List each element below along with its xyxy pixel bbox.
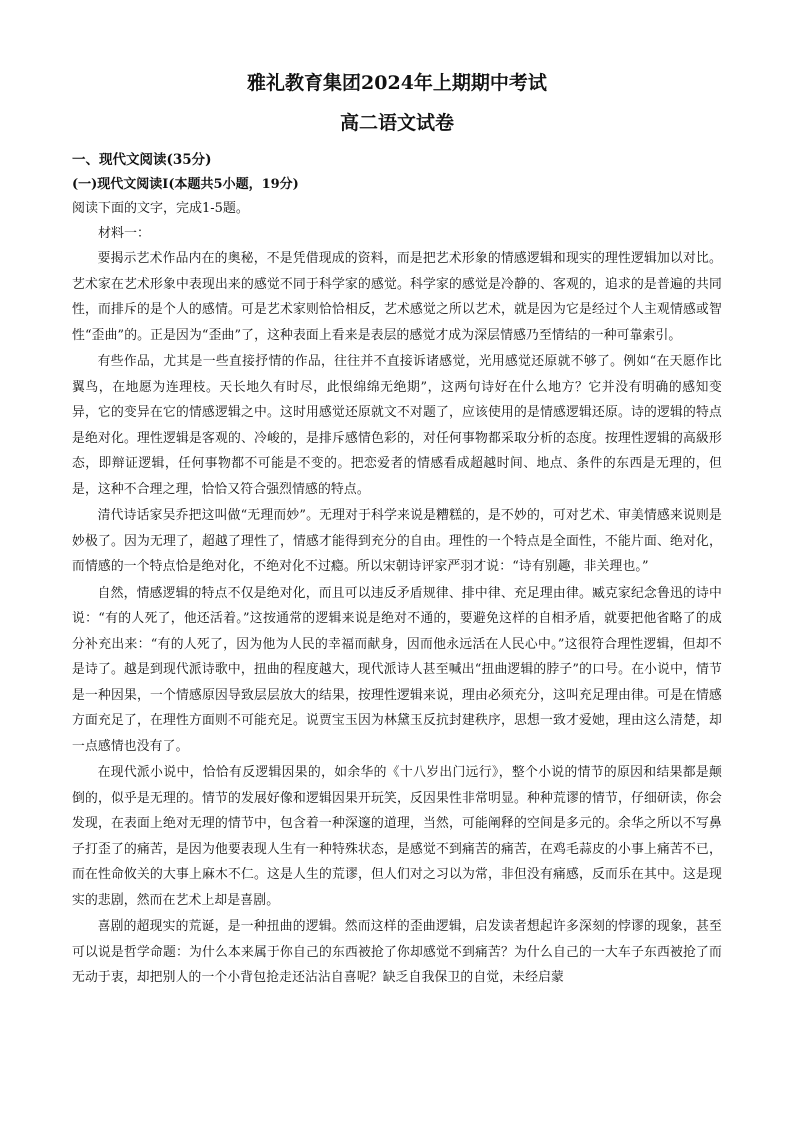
exam-title: 雅礼教育集团2024年上期期中考试 (247, 72, 547, 94)
section-heading: 一、现代文阅读(35分) (72, 152, 212, 168)
paragraph-4: 自然，情感逻辑的特点不仅是绝对化，而且可以违反矛盾规律、排中律、充足理由律。臧克家纪念鲁迅的诗中说：“有的人死了，他还活着。”这按通常的逻辑来说是绝对不通的，要避免这样的自相矛盾，就要把他省略了的成分补充出来：“有的人死了，因为他为人民的幸福而献身，因而他永远活在人民心中。”这很符合理性逻辑，但却不是诗了。越是到现代派诗歌中，扭曲的程度越大，现代派诗人甚至喊出“扭曲逻辑的脖子”的口号。在小说中，情节是一种因果，一个情感原因导致层层放大的结果，按理性逻辑来说，理由必须充分，这叫充足理由律。可是在情感方面充足了，在理性方面则不可能充足。说贾宝玉因为林黛玉反抗封建秩序，思想一致才爱她，理由这么清楚，却一点感情也没有了。 (72, 585, 722, 754)
paragraph-5: 在现代派小说中，恰恰有反逻辑因果的，如余华的《十八岁出门远行》，整个小说的情节的原因和结果都是颠倒的，似乎是无理的。情节的发展好像和逻辑因果开玩笑，反因果性非常明显。种种荒谬的情节，仔细研读，你会发现，在表面上绝对无理的情节中，包含着一种深邃的道理，当然，可能阐释的空间是多元的。余华之所以不写鼻子打歪了的痛苦，是因为他要表现人生有一种特殊状态，是感觉不到痛苦的痛苦，在鸡毛蒜皮的小事上痛苦不已，而在性命攸关的大事上麻木不仁。这是人生的荒谬，但人们对之习以为常，非但没有痛感，反而乐在其中。这是现实的悲剧，然而在艺术上却是喜剧。 (72, 765, 722, 908)
paragraph-1: 要揭示艺术作品内在的奥秘，不是凭借现成的资料，而是把艺术形象的情感逻辑和现实的理性逻辑加以对比。艺术家在艺术形象中表现出来的感觉不同于科学家的感觉。科学家的感觉是冷静的、客观的，追求的是普遍的共同性，而排斥的是个人的感情。可是艺术家则恰恰相反，艺术感觉之所以艺术，就是因为它是经过个人主观情感或智性“歪曲”的。正是因为“歪曲”了，这种表面上看来是表层的感觉才成为深层情感乃至情结的一种可靠索引。 (72, 251, 722, 343)
material-label: 材料一： (98, 226, 151, 241)
paragraph-2: 有些作品，尤其是一些直接抒情的作品，往往并不直接诉诸感觉，光用感觉还原就不够了。例如“在天愿作比翼鸟，在地愿为连理枝。天长地久有时尽，此恨绵绵无绝期”，这两句诗好在什么地方？它并没有明确的感知变异，它的变异在它的情感逻辑之中。这时用感觉还原就文不对题了，应该使用的是情感逻辑还原。诗的逻辑的特点是绝对化。理性逻辑是客观的、冷峻的，是排斥感情色彩的，对任何事物都采取分析的态度。按理性逻辑的高級形态，即辩证逻辑，任何事物都不可能是不变的。把恋爱者的情感看成超越时间、地点、条件的东西是无理的，但是，这种不合理之理，恰恰又符合强烈情感的特点。 (72, 354, 722, 497)
reading-instruction: 阅读下面的文字，完成1-5题。 (72, 201, 249, 216)
exam-subtitle: 高二语文试卷 (339, 112, 454, 134)
paragraph-3: 清代诗话家吴乔把这叫做“无理而妙”。无理对于科学来说是糟糕的，是不妙的，可对艺术、审美情感来说则是妙极了。因为无理了，超越了理性了，情感才能得到充分的自由。理性的一个特点是全面性，不能片面、绝对化，而情感的一个特点恰是绝对化，不绝对化不过瘾。所以宋朝诗评家严羽才说：“诗有别趣，非关理也。” (72, 508, 722, 574)
subsection-heading: (一)现代文阅读Ⅰ(本题共5小题，19分) (72, 177, 299, 192)
paragraph-6: 喜剧的超现实的荒诞，是一种扭曲的逻辑。然而这样的歪曲逻辑，启发读者想起许多深刻的悖谬的现象，甚至可以说是哲学命题：为什么本来属于你自己的东西被抢了你却感觉不到痛苦？为什么自己的一大车子东西被抢了而无动于衷，却把别人的一个小背包抢走还沾沾自喜呢？缺乏自我保卫的自觉，未经启蒙 (72, 919, 722, 985)
